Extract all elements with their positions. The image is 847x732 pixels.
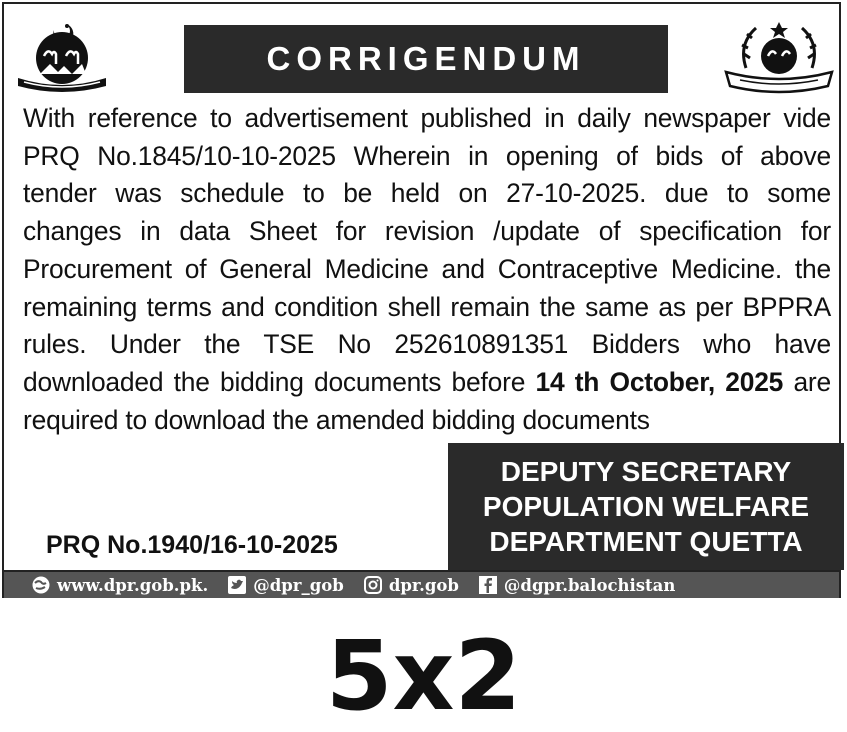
footer-twitter	[226, 575, 344, 595]
twitter-handle[interactable]: @dpr_gob	[253, 575, 344, 595]
twitter-icon	[226, 575, 248, 595]
body-line: PRQ No.1845/10-10-2025 Wherein in opening of bids of above	[23, 140, 831, 171]
body-line: Procurement of General Medicine and Contraceptive Medicine. the	[23, 253, 831, 284]
page-title: CORRIGENDUM	[184, 25, 668, 93]
facebook-handle[interactable]: @dgpr.balochistan	[503, 575, 676, 595]
signature-line: DEPARTMENT QUETTA	[489, 526, 803, 557]
facebook-icon	[477, 575, 499, 595]
globe-icon	[30, 575, 52, 595]
body-line: With reference to advertisement published in daily newspaper vide	[23, 103, 831, 133]
footer-website	[30, 575, 208, 595]
body-line: remaining terms and condition shell remain the same as per BPPRA	[23, 291, 831, 322]
instagram-handle[interactable]: dpr.gob	[388, 575, 459, 595]
ad-size-label: 5x2	[325, 620, 522, 732]
footer-bar	[4, 570, 839, 598]
corrigendum-body	[23, 100, 831, 439]
instagram-icon	[362, 575, 384, 595]
signature-line: POPULATION WELFARE	[482, 491, 810, 522]
body-text-segment: are	[783, 366, 831, 397]
dgpr-balochistan-emblem-icon	[720, 18, 838, 96]
body-line: rules. Under the TSE No 252610891351 Bidders who have	[23, 329, 831, 360]
footer-facebook	[477, 575, 675, 595]
body-line: required to download the amended bidding documents	[23, 404, 650, 435]
highlighted-date: 14 th October, 2025	[535, 366, 784, 397]
body-text-segment: downloaded the bidding documents before	[23, 366, 536, 397]
prq-reference: PRQ No.1940/16-10-2025	[46, 531, 338, 559]
footer-instagram	[362, 575, 459, 595]
balochistan-government-emblem-icon	[14, 16, 110, 94]
body-line	[23, 364, 831, 402]
website-link[interactable]: www.dpr.gob.pk.	[57, 575, 209, 595]
body-line: tender was schedule to be held on 27-10-2025. due to some	[23, 178, 831, 209]
signature-line: DEPUTY SECRETARY	[500, 456, 792, 487]
signature-block	[448, 443, 844, 570]
advertisement	[2, 2, 841, 598]
body-line: changes in data Sheet for revision /update of specification for	[23, 216, 831, 247]
